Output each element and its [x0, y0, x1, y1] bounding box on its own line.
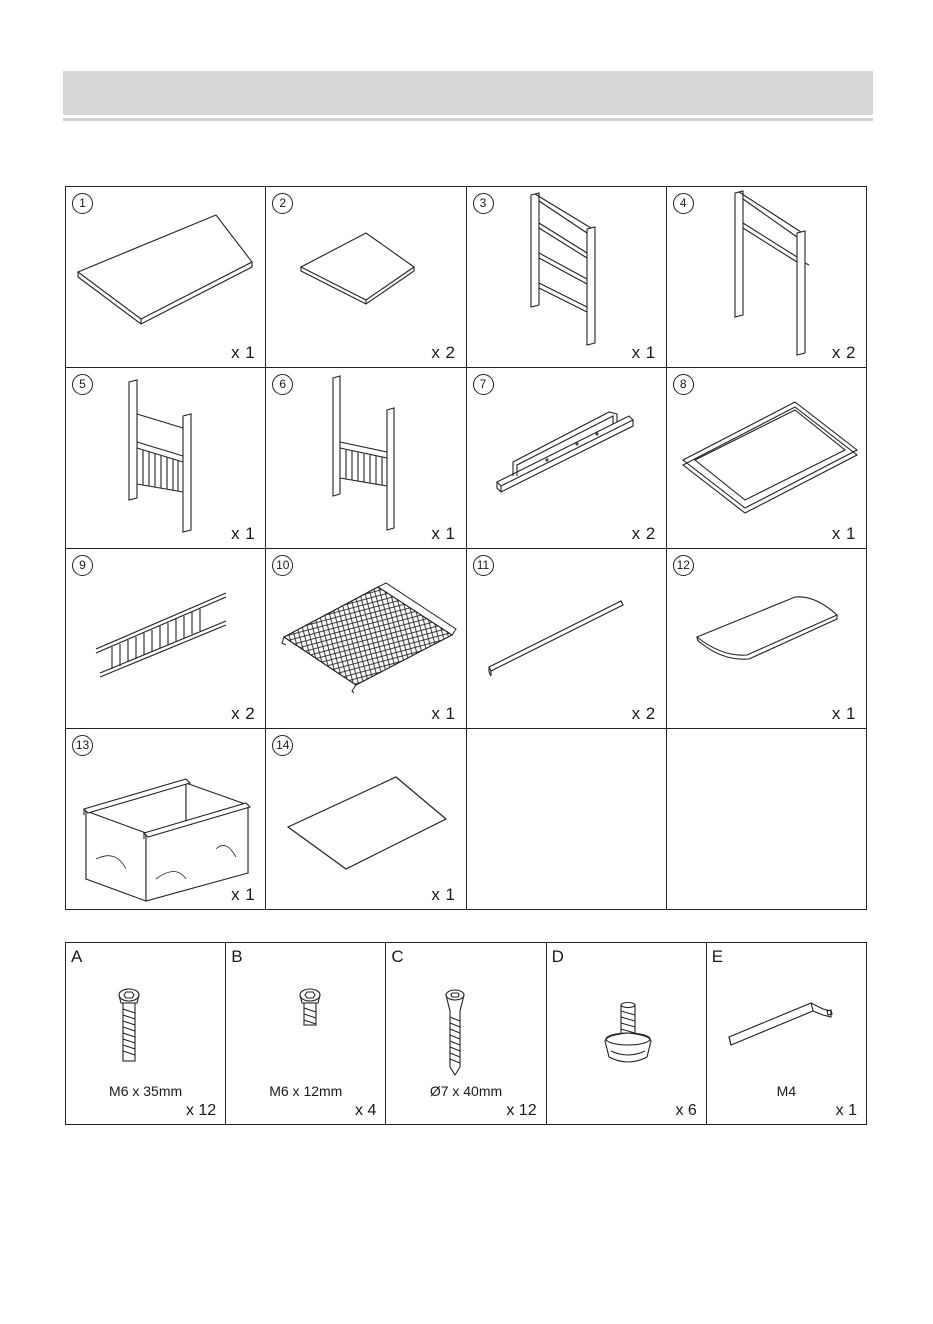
part-number: 10 — [272, 555, 293, 576]
hardware-cell-e — [707, 943, 867, 1125]
part-cell-3 — [467, 187, 667, 368]
hardware-letter: E — [711, 947, 724, 966]
parts-grid — [65, 186, 867, 910]
part-number: 1 — [72, 193, 93, 214]
hardware-quantity: x 12 — [185, 1102, 217, 1119]
mat-icon — [667, 549, 867, 729]
part-number: 12 — [673, 555, 694, 576]
rectangular-frame-icon — [667, 368, 867, 548]
slat-rail-icon — [66, 549, 266, 729]
empty-cell — [667, 729, 867, 910]
hardware-cell-d — [547, 943, 707, 1125]
header-bar — [63, 71, 873, 115]
hardware-size: M6 x 35mm — [109, 1083, 183, 1099]
fabric-basket-icon — [66, 729, 266, 909]
part-quantity: x 2 — [631, 523, 656, 543]
part-number: 7 — [473, 374, 494, 395]
rod-icon — [467, 549, 667, 729]
mesh-base-icon — [266, 549, 466, 729]
part-number: 5 — [72, 374, 93, 395]
part-quantity: x 2 — [431, 342, 456, 362]
part-cell-14 — [266, 729, 466, 910]
part-cell-11 — [467, 549, 667, 730]
end-frame-icon — [667, 187, 867, 367]
hardware-cell-a — [66, 943, 226, 1125]
small-panel-icon — [266, 187, 466, 367]
part-number: 8 — [673, 374, 694, 395]
header-rule — [63, 118, 873, 121]
part-quantity: x 1 — [831, 523, 856, 543]
part-quantity: x 1 — [231, 523, 256, 543]
hardware-quantity: x 12 — [506, 1102, 537, 1119]
hardware-quantity: x 6 — [675, 1102, 697, 1119]
part-number: 14 — [272, 735, 293, 756]
hardware-letter: A — [71, 947, 83, 966]
hardware-size: M6 x 12mm — [269, 1083, 343, 1099]
large-panel-icon — [66, 187, 266, 367]
hardware-letter: D — [551, 947, 564, 966]
part-quantity: x 1 — [231, 342, 256, 362]
ladder-end-frame-icon — [467, 187, 667, 367]
sheet-icon — [266, 729, 466, 909]
part-quantity: x 1 — [231, 885, 256, 904]
part-quantity: x 1 — [831, 704, 856, 724]
hardware-quantity: x 4 — [355, 1102, 377, 1119]
part-cell-6 — [266, 368, 466, 549]
part-quantity: x 1 — [431, 885, 456, 904]
empty-cell — [467, 729, 667, 910]
hardware-size: Ø7 x 40mm — [429, 1083, 503, 1099]
part-number: 4 — [673, 193, 694, 214]
part-quantity: x 1 — [631, 342, 656, 362]
part-number: 3 — [473, 193, 494, 214]
part-quantity: x 1 — [431, 704, 456, 724]
part-cell-13 — [66, 729, 266, 910]
part-quantity: x 2 — [631, 704, 656, 724]
short-slatted-end-frame-icon — [266, 368, 466, 548]
hardware-letter: B — [231, 947, 243, 966]
part-cell-7 — [467, 368, 667, 549]
hardware-cell-c — [386, 943, 546, 1125]
part-quantity: x 2 — [231, 704, 256, 724]
part-cell-12 — [667, 549, 867, 730]
part-cell-10 — [266, 549, 466, 730]
slatted-end-frame-icon — [66, 368, 266, 548]
part-cell-8 — [667, 368, 867, 549]
part-number: 11 — [473, 555, 494, 576]
part-cell-5 — [66, 368, 266, 549]
part-cell-2 — [266, 187, 466, 368]
part-quantity: x 1 — [431, 523, 456, 543]
part-number: 13 — [72, 735, 93, 756]
part-cell-1 — [66, 187, 266, 368]
side-rail-icon — [467, 368, 667, 548]
part-number: 2 — [272, 193, 293, 214]
leveling-foot-icon — [547, 943, 707, 1125]
hardware-grid — [65, 942, 867, 1125]
part-number: 9 — [72, 555, 93, 576]
part-quantity: x 2 — [831, 342, 856, 362]
hardware-letter: C — [391, 947, 404, 966]
part-cell-9 — [66, 549, 266, 730]
hardware-size: M4 — [776, 1083, 797, 1099]
part-number: 6 — [272, 374, 293, 395]
hardware-cell-b — [226, 943, 386, 1125]
hardware-quantity: x 1 — [835, 1102, 857, 1119]
part-cell-4 — [667, 187, 867, 368]
